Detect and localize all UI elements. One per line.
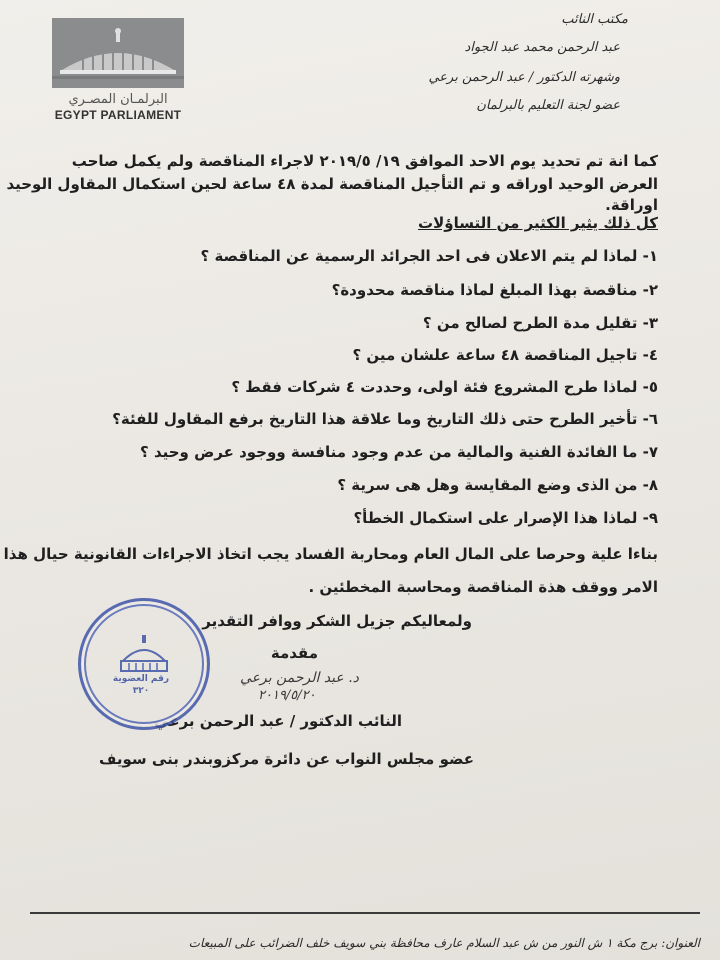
conclusion-line-2: الامر ووقف هذة المناقصة ومحاسبة المخطئين . — [308, 578, 658, 596]
handwritten-signature: د. عبد الرحمن برعي — [240, 670, 359, 686]
question-item: ١- لماذا لم يتم الاعلان فى احد الجرائد الرسمية عن المناقصة ؟ — [200, 247, 658, 265]
question-item: ٥- لماذا طرح المشروع فئة اولى، وحددت ٤ شركات فقط ؟ — [231, 378, 658, 396]
intro-line-1: كما انة تم تحديد يوم الاحد الموافق ١٩/ ٢٠١٩/٥ لاجراء المناقصة ولم يكمل صاحب — [71, 152, 658, 170]
question-item: ٣- تقليل مدة الطرح لصالح من ؟ — [422, 314, 658, 332]
logo-arabic-text: البرلمـان المصـري — [68, 92, 168, 107]
logo-english-text: EGYPT PARLIAMENT — [54, 108, 182, 122]
stamp-seal-icon — [81, 601, 207, 727]
header-committee: عضو لجنة التعليم بالبرلمان — [476, 98, 620, 113]
question-item: ٩- لماذا هذا الإصرار على استكمال الخطأ؟ — [353, 509, 658, 527]
header-full-name: عبد الرحمن محمد عبد الجواد — [464, 40, 620, 55]
question-item: ٧- ما الفائدة الفنية والمالية من عدم وجود منافسة ووجود عرض وحيد ؟ — [140, 443, 658, 461]
signatory-name: النائب الدكتور / عبد الرحمن برعي — [154, 712, 402, 730]
intro-line-3: اوراقة. — [605, 196, 658, 214]
stamp-membership-number: ٣٢٠ — [132, 686, 150, 696]
intro-line-2: العرض الوحيد اوراقه و تم التأجيل المناقصة لمدة ٤٨ ساعة لحين استكمال المقاول الوحيد — [6, 175, 658, 193]
header-office: مكتب النائب — [561, 12, 628, 27]
stamp-membership-label: رقم العضوية — [112, 674, 170, 684]
question-item: ٦- تأخير الطرح حتى ذلك التاريخ وما علاقة هذا التاريخ برفع المقاول للفئة؟ — [112, 410, 658, 428]
question-item: ٢- مناقصة بهذا المبلغ لماذا مناقصة محدودة؟ — [331, 281, 658, 299]
official-stamp — [78, 598, 210, 730]
question-item: ٨- من الذى وضع المقايسة وهل هى سرية ؟ — [337, 476, 658, 494]
question-item: ٤- تاجيل المناقصة ٤٨ ساعة علشان مين ؟ — [352, 346, 658, 364]
parliament-dome-icon — [52, 18, 184, 88]
footer-divider — [30, 912, 700, 914]
conclusion-line-1: بناءا علية وحرصا على المال العام ومحاربة الفساد يجب اتخاذ الاجراءات القانونية حيال هذا — [3, 545, 658, 563]
header-known-as: وشهرته الدكتور / عبد الرحمن برعي — [428, 70, 620, 85]
footer-address: العنوان: برج مكة ١ ش النور من ش عبد السلام عارف محافظة بني سويف خلف الضرائب على المبيعات — [188, 936, 700, 950]
closing-thanks: ولمعاليكم جزيل الشكر ووافر التقدير — [202, 612, 472, 630]
questions-heading: كل ذلك يثير الكثير من التساؤلات — [418, 214, 658, 232]
signature-date: ٢٠١٩/٥/٢٠ — [258, 688, 316, 703]
parliament-logo — [52, 18, 184, 88]
closing-submitted: مقدمة — [270, 644, 318, 662]
signatory-title: عضو مجلس النواب عن دائرة مركزوبندر بنى سويف — [99, 750, 474, 768]
